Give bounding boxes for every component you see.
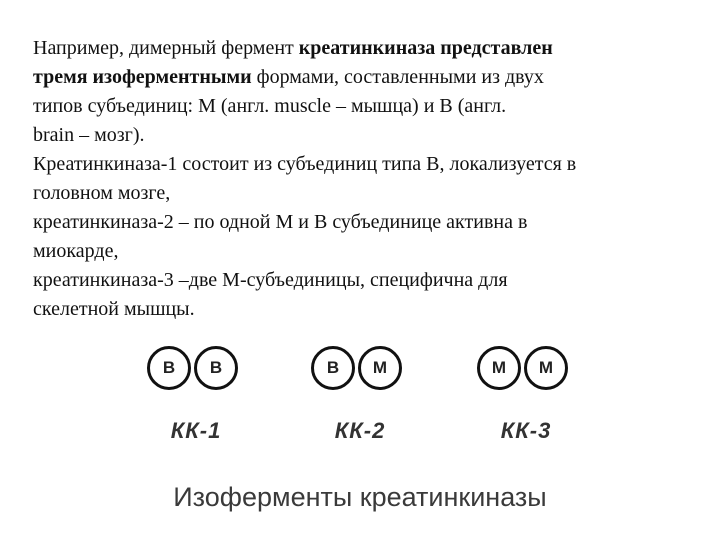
isoenzyme-label: КК-3 [500,418,552,443]
text-line-1-bold: креатинкиназа представлен [298,37,553,59]
text-line-4: brain – мозг). [33,124,145,146]
isoenzyme-label: КК-1 [170,418,222,443]
text-line-7: креатинкиназа-2 – по одной М и В субъединице активна в [33,211,528,233]
text-line-9: креатинкиназа-3 –две М-субъединицы, специфична для [33,269,508,291]
subunit-circle: M [358,346,402,390]
text-line-1-normal: Например, димерный фермент [33,37,299,59]
subunit-circle: M [477,346,521,390]
subunit-circle: B [194,346,238,390]
text-line-2-normal: формами, составленными из двух [251,66,544,88]
text-line-10: скелетной мышцы. [33,298,195,320]
figure-caption: Изоферменты креатинкиназы [173,482,547,512]
subunit-circle: B [311,346,355,390]
text-line-2-bold: тремя изоферментными [33,66,252,88]
text-line-3: типов субъединиц: M (англ. muscle – мышца) и B (англ. [33,95,507,117]
text-line-6: головном мозге, [33,182,171,204]
subunit-circle: M [524,346,568,390]
text-line-5: Креатинкиназа-1 состоит из субъединиц типа В, локализуется в [33,153,577,175]
subunit-circle: B [147,346,191,390]
text-line-8: миокарде, [33,240,119,262]
isoenzyme-label: КК-2 [334,418,386,443]
